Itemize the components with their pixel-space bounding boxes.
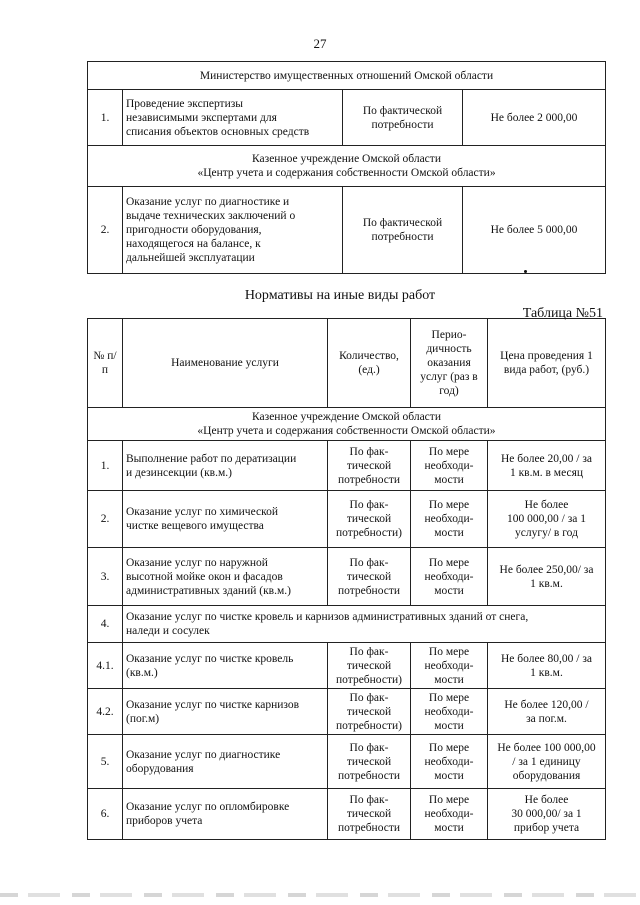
table-row bbox=[88, 441, 606, 491]
quantity: По фак- тической потребности) bbox=[328, 689, 411, 735]
service-name: Выполнение работ по дератизации и дезинсекции (кв.м.) bbox=[123, 441, 328, 491]
org-header: Министерство имущественных отношений Омской области bbox=[88, 62, 606, 90]
header-num: № п/п bbox=[88, 319, 123, 408]
quantity: По фак- тической потребности) bbox=[328, 643, 411, 689]
org-header: Казенное учреждение Омской области «Центр учета и содержания собственности Омской области» bbox=[88, 408, 606, 441]
service-name: Проведение экспертизы независимыми экспертами для списания объектов основных средств bbox=[123, 90, 343, 146]
header-periodicity: Перио- дичность оказания услуг (раз в год) bbox=[411, 319, 488, 408]
row-number: 1. bbox=[88, 90, 123, 146]
periodicity: По мере необходи- мости bbox=[411, 643, 488, 689]
periodicity: По мере необходи- мости bbox=[411, 548, 488, 606]
quantity: По фактической потребности bbox=[343, 90, 463, 146]
scan-artifact-line bbox=[0, 893, 640, 897]
row-number: 5. bbox=[88, 735, 123, 789]
row-number: 4.1. bbox=[88, 643, 123, 689]
table-label: Таблица №51 bbox=[522, 306, 603, 321]
periodicity: По мере необходи- мости bbox=[411, 735, 488, 789]
quantity: По фак- тической потребности bbox=[328, 789, 411, 840]
row-number: 4. bbox=[88, 606, 123, 643]
service-name: Оказание услуг по диагностике и выдаче технических заключений о пригодности оборудования, находящегося на балансе, к дальнейшей эксплуатации bbox=[123, 187, 343, 274]
quantity: По фак- тической потребности bbox=[328, 548, 411, 606]
price: Не более 250,00/ за 1 кв.м. bbox=[488, 548, 606, 606]
price: Не более 80,00 / за 1 кв.м. bbox=[488, 643, 606, 689]
price: Не более 20,00 / за 1 кв.м. в месяц bbox=[488, 441, 606, 491]
periodicity: По мере необходи- мости bbox=[411, 441, 488, 491]
quantity: По фак- тической потребности bbox=[328, 735, 411, 789]
table-header-row bbox=[88, 319, 606, 408]
service-name: Оказание услуг по опломбировке приборов учета bbox=[123, 789, 328, 840]
org-header-row bbox=[88, 62, 606, 90]
scan-dot bbox=[524, 270, 527, 273]
service-name: Оказание услуг по наружной высотной мойке окон и фасадов административных зданий (кв.м.) bbox=[123, 548, 328, 606]
org-header-row bbox=[88, 408, 606, 441]
service-name: Оказание услуг по чистке кровель (кв.м.) bbox=[123, 643, 328, 689]
price: Не более 2 000,00 bbox=[463, 90, 606, 146]
table-row bbox=[88, 90, 606, 146]
service-group-name: Оказание услуг по чистке кровель и карнизов административных зданий от снега, наледи и сосулек bbox=[123, 606, 606, 643]
periodicity: По мере необходи- мости bbox=[411, 491, 488, 548]
quantity: По фак- тической потребности bbox=[328, 441, 411, 491]
services-table-main bbox=[87, 318, 606, 840]
service-name: Оказание услуг по химической чистке вещевого имущества bbox=[123, 491, 328, 548]
table-row bbox=[88, 491, 606, 548]
header-price: Цена проведения 1 вида работ, (руб.) bbox=[488, 319, 606, 408]
row-number: 1. bbox=[88, 441, 123, 491]
org-header: Казенное учреждение Омской области «Центр учета и содержания собственности Омской области» bbox=[88, 146, 606, 187]
row-number: 2. bbox=[88, 187, 123, 274]
header-name: Наименование услуги bbox=[123, 319, 328, 408]
price: Не более 100 000,00 / за 1 единицу оборудования bbox=[488, 735, 606, 789]
table-row bbox=[88, 606, 606, 643]
price: Не более 30 000,00/ за 1 прибор учета bbox=[488, 789, 606, 840]
header-quantity: Количество, (ед.) bbox=[328, 319, 411, 408]
page-number: 27 bbox=[313, 36, 327, 51]
service-name: Оказание услуг по диагностике оборудования bbox=[123, 735, 328, 789]
section-title: Нормативы на иные виды работ bbox=[244, 288, 436, 303]
org-header-row bbox=[88, 146, 606, 187]
table-row bbox=[88, 548, 606, 606]
quantity: По фак- тической потребности) bbox=[328, 491, 411, 548]
table-row bbox=[88, 643, 606, 689]
services-table-top bbox=[87, 61, 606, 274]
table-row bbox=[88, 789, 606, 840]
price: Не более 100 000,00 / за 1 услугу/ в год bbox=[488, 491, 606, 548]
price: Не более 120,00 / за пог.м. bbox=[488, 689, 606, 735]
table-row bbox=[88, 689, 606, 735]
service-name: Оказание услуг по чистке карнизов (пог.м) bbox=[123, 689, 328, 735]
row-number: 2. bbox=[88, 491, 123, 548]
table-row bbox=[88, 735, 606, 789]
row-number: 6. bbox=[88, 789, 123, 840]
quantity: По фактической потребности bbox=[343, 187, 463, 274]
price: Не более 5 000,00 bbox=[463, 187, 606, 274]
row-number: 4.2. bbox=[88, 689, 123, 735]
periodicity: По мере необходи- мости bbox=[411, 689, 488, 735]
periodicity: По мере необходи- мости bbox=[411, 789, 488, 840]
row-number: 3. bbox=[88, 548, 123, 606]
table-row bbox=[88, 187, 606, 274]
